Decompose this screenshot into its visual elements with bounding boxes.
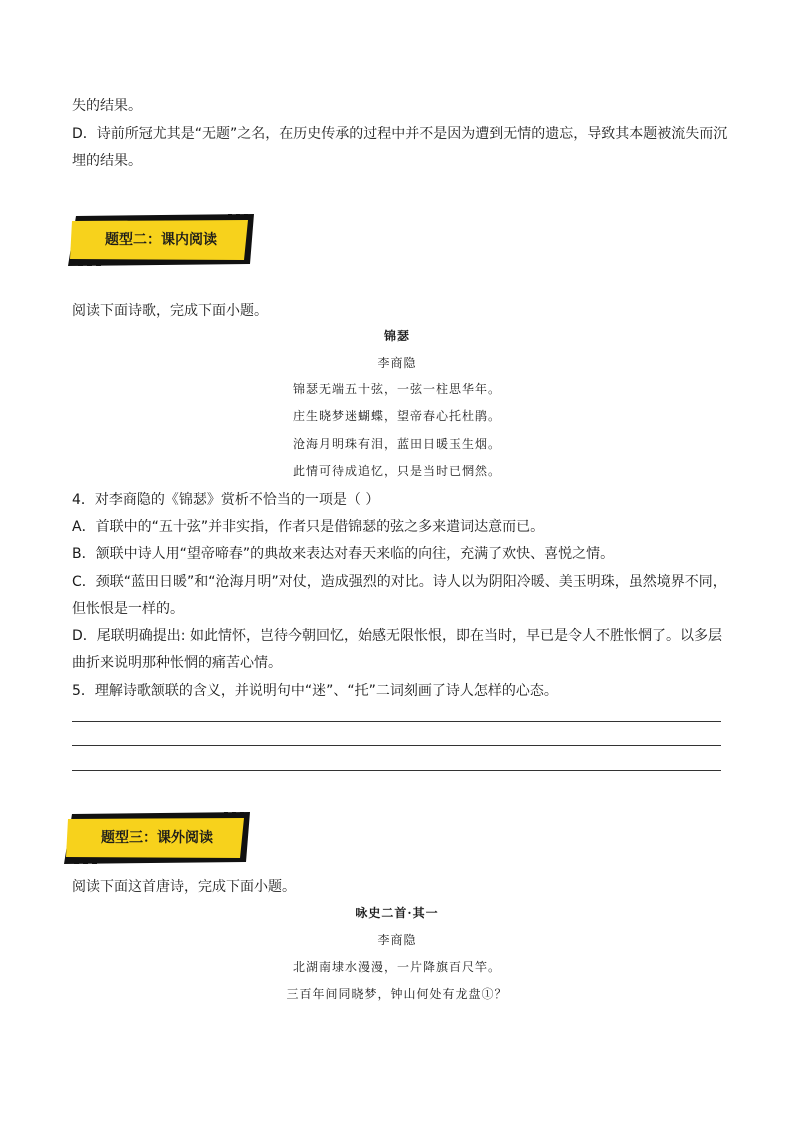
poem-line: 庄生晓梦迷蝴蝶，望帝春心托杜鹃。 [292, 409, 501, 423]
answer-line[interactable] [72, 745, 721, 746]
poem-author: 李商隐 [377, 356, 417, 370]
answer-line[interactable] [72, 770, 721, 771]
question-5-stem: 5．理解诗歌颔联的含义，并说明句中“迷”、“托”二词刻画了诗人怎样的心态。 [72, 683, 558, 699]
option-c: C．颈联“蓝田日暖”和“沧海月明”对仗，造成强烈的对比。诗人以为阴阳冷暖、美玉明珠，虽然境界不同， [72, 574, 727, 590]
section-banner-label: 题型三：课外阅读 [101, 830, 213, 846]
answer-line[interactable] [72, 721, 721, 722]
text-line: 埋的结果。 [72, 153, 142, 169]
section-banner-2 [68, 214, 254, 266]
option-c-cont: 但怅恨是一样的。 [72, 601, 184, 617]
option-d-prev: D．诗前所冠尤其是“无题”之名，在历史传承的过程中并不是因为遭到无情的遗忘，导致其本题被流失而沉 [72, 126, 728, 142]
option-d-cont: 曲折来说明那种怅惘的痛苦心情。 [72, 655, 282, 671]
poem-line: 锦瑟无端五十弦，一弦一柱思华年。 [292, 382, 501, 396]
poem-title: 锦瑟 [383, 329, 410, 343]
section-intro: 阅读下面诗歌，完成下面小题。 [72, 303, 268, 319]
section-intro: 阅读下面这首唐诗，完成下面小题。 [72, 879, 296, 895]
poem-line: 三百年间同晓梦，钟山何处有龙盘①？ [286, 987, 508, 1001]
section-banner-label: 题型二：课内阅读 [105, 232, 217, 248]
text-line: 失的结果。 [72, 98, 142, 114]
question-4-stem: 4．对李商隐的《锦瑟》赏析不恰当的一项是（ ） [72, 492, 380, 508]
poem-line: 沧海月明珠有泪，蓝田日暖玉生烟。 [292, 437, 501, 451]
option-a: A．首联中的“五十弦”并非实指，作者只是借锦瑟的弦之多来遣词达意而已。 [72, 519, 545, 535]
option-d: D．尾联明确提出: 如此情怀，岂待今朝回忆，始感无限怅恨，即在当时，早已是令人不胜怅惘了。以多层 [72, 628, 722, 644]
poem-line: 北湖南埭水漫漫，一片降旗百尺竿。 [292, 960, 501, 974]
poem-line: 此情可待成追忆，只是当时已惘然。 [292, 464, 501, 478]
poem-title: 咏史二首·其一 [355, 906, 439, 920]
poem-author: 李商隐 [377, 933, 417, 947]
option-b: B．颔联中诗人用“望帝啼春”的典故来表达对春天来临的向往，充满了欢快、喜悦之情。 [72, 546, 615, 562]
section-banner-3 [64, 812, 250, 864]
